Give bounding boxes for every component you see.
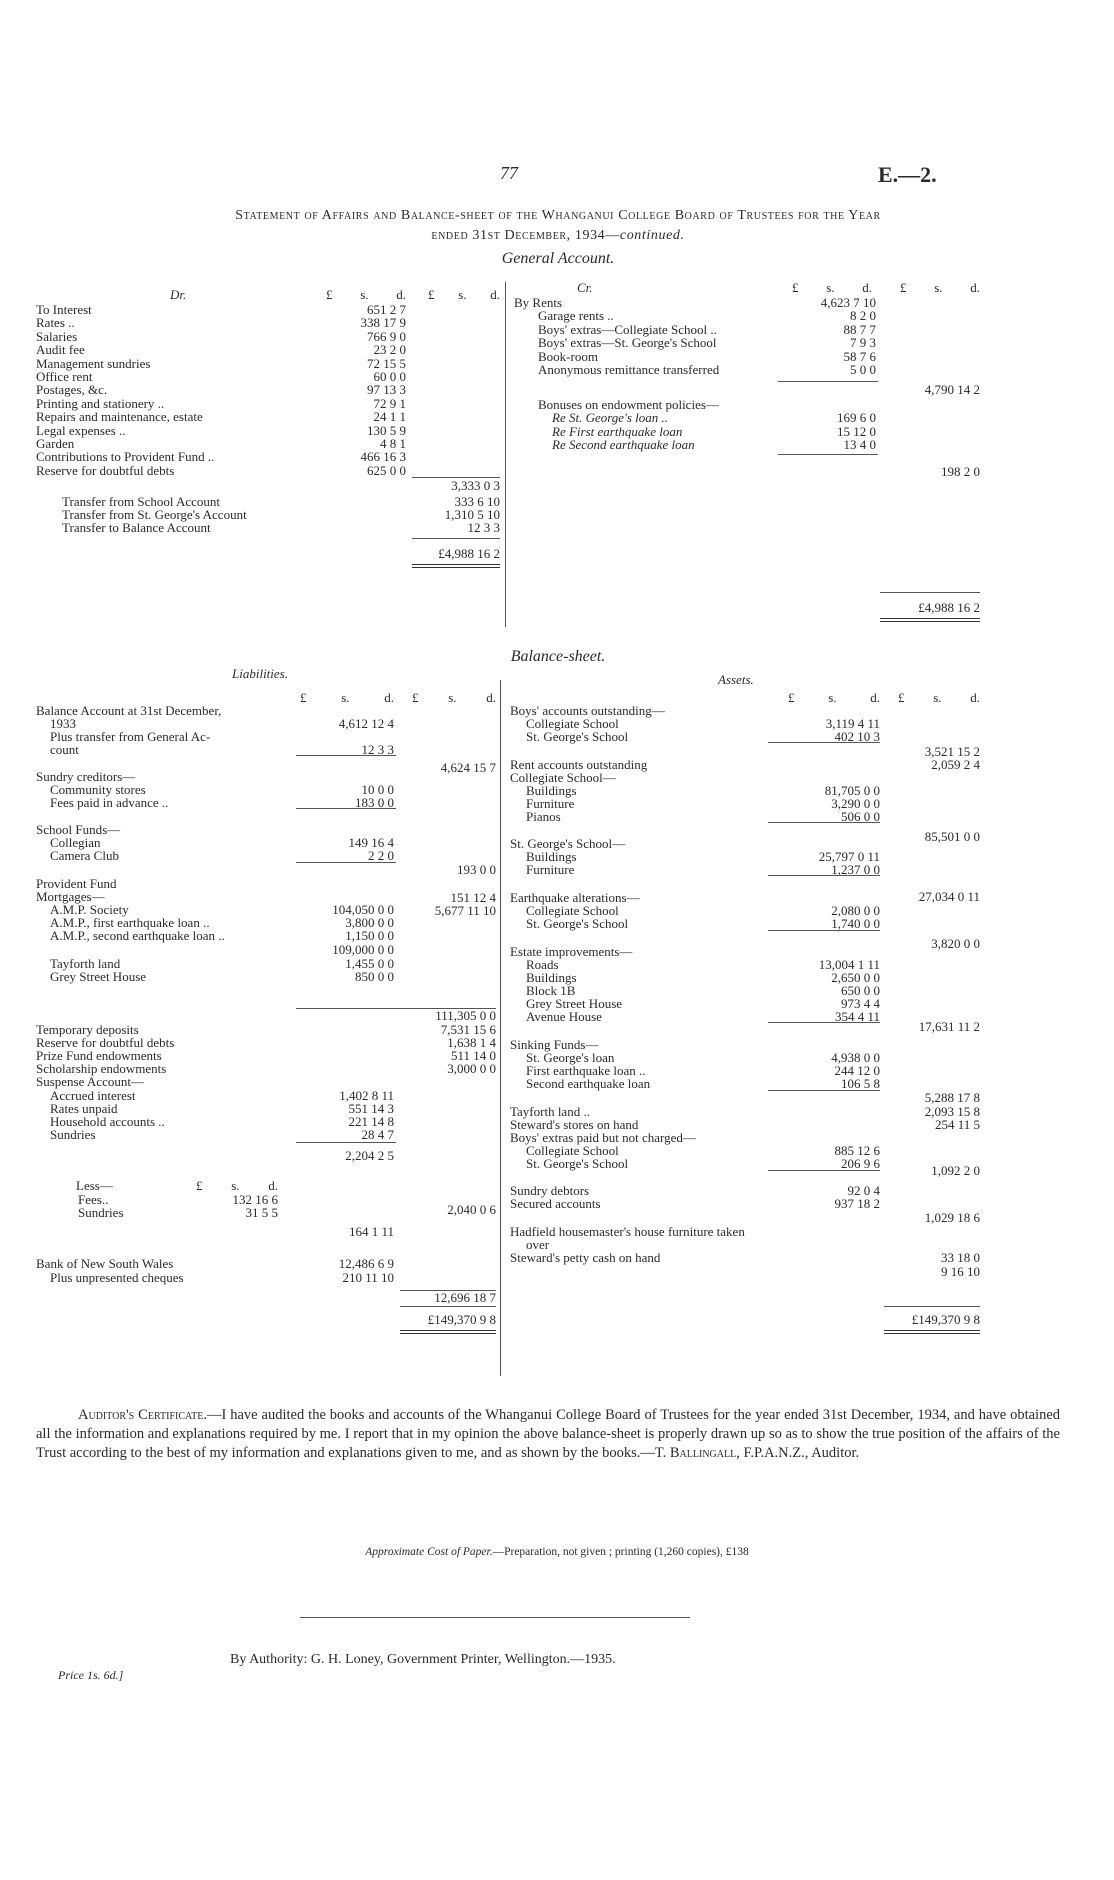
currency-unit: £ bbox=[900, 280, 907, 295]
liability-amount: 210 11 10 bbox=[342, 1270, 394, 1285]
asset-label: Steward's petty cash on hand bbox=[510, 1250, 661, 1265]
asset-amount: 885 12 6 bbox=[834, 1143, 880, 1158]
rule bbox=[768, 822, 880, 823]
dr-row-amount: 766 9 0 bbox=[367, 328, 406, 344]
cr-bonus-amount: 13 4 0 bbox=[843, 437, 876, 452]
rule bbox=[880, 592, 980, 593]
auditor-lead: Auditor's Certificate. bbox=[78, 1407, 207, 1423]
double-rule bbox=[412, 564, 500, 568]
cr-row-label: Boys' extras—Collegiate School .. bbox=[538, 321, 717, 337]
title-line-2 bbox=[36, 228, 1080, 244]
asset-label: Sinking Funds— bbox=[510, 1037, 599, 1052]
dr-total: £4,988 16 2 bbox=[438, 545, 500, 561]
liability-outer-amount: 511 14 0 bbox=[450, 1048, 496, 1063]
price: Price 1s. 6d.] bbox=[58, 1668, 124, 1682]
rule bbox=[400, 1306, 496, 1307]
dr-row-amount: 24 1 1 bbox=[373, 409, 406, 425]
dr-row-label: Contributions to Provident Fund .. bbox=[36, 449, 215, 465]
dr-row-amount: 23 2 0 bbox=[373, 342, 406, 358]
asset-label: Roads bbox=[526, 957, 559, 972]
currency-unit: s. bbox=[934, 280, 943, 295]
currency-unit: d. bbox=[486, 690, 496, 705]
asset-label: Buildings bbox=[526, 970, 577, 985]
cr-row-label: Book-room bbox=[538, 348, 598, 364]
liability-outer-amount: 111,305 0 0 bbox=[435, 1008, 496, 1023]
dr-row-label: Reserve for doubtful debts bbox=[36, 462, 175, 478]
asset-outer-amount: 5,288 17 8 bbox=[924, 1090, 980, 1105]
rule bbox=[768, 742, 880, 743]
suspense-subtotal: 2,204 2 5 bbox=[345, 1148, 394, 1163]
dr-row-label: Printing and stationery .. bbox=[36, 395, 165, 411]
liability-amount: 12 3 3 bbox=[361, 742, 394, 757]
liability-amount: 221 14 8 bbox=[348, 1114, 394, 1129]
cr-bonus-amount: 169 6 0 bbox=[837, 410, 876, 426]
dr-row-amount: 625 0 0 bbox=[367, 462, 406, 478]
asset-label: Hadfield housemaster's house furniture taken bbox=[510, 1224, 745, 1239]
general-divider bbox=[505, 282, 506, 627]
title-line-2-main: ended 31st December, 1934— bbox=[431, 228, 620, 243]
assets-total: £149,370 9 8 bbox=[911, 1312, 980, 1327]
cr-row-amount: 5 0 0 bbox=[850, 362, 876, 377]
asset-amount: 1,740 0 0 bbox=[831, 916, 880, 931]
asset-label: St. George's loan bbox=[526, 1050, 615, 1065]
rule bbox=[768, 1022, 880, 1023]
asset-amount: 25,797 0 11 bbox=[818, 849, 880, 864]
liabilities-outer-currency-header bbox=[412, 690, 496, 706]
asset-label: First earthquake loan .. bbox=[526, 1063, 646, 1078]
less-label-row: Sundries bbox=[78, 1205, 124, 1220]
asset-amount: 206 9 6 bbox=[841, 1156, 880, 1171]
double-rule bbox=[884, 1330, 980, 1334]
dr-transfer-amount: 12 3 3 bbox=[467, 520, 500, 536]
liability-amount: 3,800 0 0 bbox=[345, 915, 394, 930]
dr-transfer-amount: 333 6 10 bbox=[454, 493, 500, 509]
dr-row-label: Repairs and maintenance, estate bbox=[36, 409, 203, 425]
dr-row-label: Salaries bbox=[36, 328, 78, 344]
cr-bonus-amount: 15 12 0 bbox=[837, 423, 876, 439]
asset-outer-amount: 254 11 5 bbox=[934, 1117, 980, 1132]
asset-amount: 2,080 0 0 bbox=[831, 903, 880, 918]
rule bbox=[412, 538, 500, 539]
liability-label: Plus unpresented cheques bbox=[50, 1270, 184, 1285]
liability-amount: 1,150 0 0 bbox=[345, 928, 394, 943]
auditor-certificate bbox=[36, 1406, 1060, 1463]
cr-currency-header bbox=[792, 280, 872, 296]
dr-row-amount: 60 0 0 bbox=[373, 369, 406, 384]
dr-row-label: Legal expenses .. bbox=[36, 422, 126, 438]
cr-bonuses-total: 198 2 0 bbox=[941, 464, 980, 480]
liability-outer-amount: 2,040 0 6 bbox=[447, 1202, 496, 1217]
liability-amount: 1,402 8 11 bbox=[339, 1088, 394, 1103]
cr-rents-total: 4,790 14 2 bbox=[924, 382, 980, 398]
liability-amount: 4,612 12 4 bbox=[338, 716, 394, 731]
asset-label: Furniture bbox=[526, 862, 575, 877]
liability-amount: 12,486 6 9 bbox=[338, 1256, 394, 1271]
currency-unit: d. bbox=[870, 690, 880, 705]
less-label-row: Fees.. bbox=[78, 1192, 109, 1207]
assets-outer-currency-header bbox=[898, 690, 980, 706]
asset-label: Second earthquake loan bbox=[526, 1076, 651, 1091]
asset-amount: 81,705 0 0 bbox=[824, 783, 880, 798]
double-rule bbox=[400, 1330, 496, 1334]
currency-unit: d. bbox=[268, 1178, 278, 1193]
liability-label: Community stores bbox=[50, 782, 146, 797]
asset-outer-amount: 9 16 10 bbox=[941, 1264, 980, 1279]
liability-label: Sundries bbox=[50, 1127, 96, 1142]
asset-label: Collegiate School— bbox=[510, 770, 616, 785]
cr-bonus-label: Re Second earthquake loan bbox=[552, 437, 695, 452]
asset-label: Collegiate School bbox=[526, 903, 619, 918]
cr-row-amount: 8 2 0 bbox=[850, 308, 876, 324]
asset-outer-amount: 3,521 15 2 bbox=[924, 744, 980, 759]
liability-label: A.M.P. Society bbox=[50, 902, 129, 917]
currency-unit: d. bbox=[490, 287, 500, 302]
dr-row-amount: 130 5 9 bbox=[367, 422, 406, 438]
cost-label: Approximate Cost of Paper. bbox=[365, 1546, 493, 1558]
liability-label: Plus transfer from General Ac- bbox=[50, 729, 211, 744]
liability-label: Collegian bbox=[50, 835, 101, 850]
rule bbox=[296, 808, 396, 809]
asset-outer-amount: 3,820 0 0 bbox=[931, 936, 980, 951]
asset-label: St. George's School bbox=[526, 729, 629, 744]
currency-unit: d. bbox=[396, 287, 406, 302]
asset-label: Furniture bbox=[526, 796, 575, 811]
rule bbox=[296, 755, 396, 756]
cr-row-label: Anonymous remittance transferred bbox=[538, 362, 720, 377]
asset-label: St. George's School bbox=[526, 1156, 629, 1171]
asset-label: Secured accounts bbox=[510, 1196, 601, 1211]
rule bbox=[778, 381, 878, 382]
asset-label: Buildings bbox=[526, 783, 577, 798]
asset-amount: 244 12 0 bbox=[834, 1063, 880, 1078]
general-account-heading: General Account. bbox=[501, 250, 615, 267]
cr-row-label: By Rents bbox=[514, 295, 563, 310]
rule bbox=[768, 1170, 880, 1171]
asset-amount: 402 10 3 bbox=[834, 729, 880, 744]
dr-outer-currency-header bbox=[428, 287, 500, 303]
liability-outer-amount: 7,531 15 6 bbox=[440, 1022, 496, 1037]
dr-row-amount: 4 8 1 bbox=[380, 436, 406, 451]
asset-label: St. George's School— bbox=[510, 836, 626, 851]
less-amount: 31 5 5 bbox=[245, 1205, 278, 1220]
cr-row-amount: 7 9 3 bbox=[850, 335, 876, 351]
asset-label: Collegiate School bbox=[526, 1143, 619, 1158]
liability-amount: 2 2 0 bbox=[368, 848, 394, 863]
mortgage-subtotal: 109,000 0 0 bbox=[332, 942, 394, 957]
liabilities-label: Liabilities. bbox=[232, 666, 288, 681]
liability-amount: 28 4 7 bbox=[361, 1127, 394, 1142]
rule bbox=[768, 875, 880, 876]
cr-outer-currency-header bbox=[900, 280, 980, 296]
rule bbox=[296, 862, 396, 863]
rule bbox=[296, 1142, 396, 1143]
liability-label: Sundry creditors— bbox=[36, 769, 136, 784]
currency-unit: £ bbox=[196, 1178, 203, 1193]
liability-label: Household accounts .. bbox=[50, 1114, 165, 1129]
title-continued: continued. bbox=[619, 228, 685, 243]
liability-amount: 104,050 0 0 bbox=[332, 902, 394, 917]
asset-outer-amount: 85,501 0 0 bbox=[924, 829, 980, 844]
asset-outer-amount: 2,093 15 8 bbox=[924, 1104, 980, 1119]
asset-label: over bbox=[526, 1237, 550, 1252]
currency-unit: £ bbox=[326, 287, 333, 302]
currency-unit: s. bbox=[448, 690, 457, 705]
liability-outer-amount: 151 12 4 bbox=[450, 890, 496, 905]
dr-row-label: Rates .. bbox=[36, 315, 75, 331]
asset-label: Boys' extras paid but not charged— bbox=[510, 1130, 696, 1145]
rule bbox=[768, 1090, 880, 1091]
rule bbox=[768, 930, 880, 931]
auditor-suffix: , F.P.A.N.Z., Auditor. bbox=[736, 1445, 860, 1461]
assets-currency-header bbox=[788, 690, 880, 706]
asset-outer-amount: 33 18 0 bbox=[941, 1250, 980, 1265]
liability-label: Temporary deposits bbox=[36, 1022, 139, 1037]
asset-amount: 506 0 0 bbox=[841, 809, 880, 824]
liability-label: Grey Street House bbox=[50, 969, 147, 984]
asset-amount: 13,004 1 11 bbox=[818, 957, 880, 972]
dr-row-label: Audit fee bbox=[36, 342, 85, 358]
dr-row-label: Garden bbox=[36, 436, 75, 451]
currency-unit: s. bbox=[828, 690, 837, 705]
less-label: Less— bbox=[76, 1178, 113, 1193]
asset-label: Estate improvements— bbox=[510, 944, 633, 959]
dr-row-label: To Interest bbox=[36, 302, 92, 317]
currency-unit: £ bbox=[898, 690, 905, 705]
cr-row-label: Boys' extras—St. George's School bbox=[538, 335, 717, 351]
liability-label: Tayforth land bbox=[50, 956, 121, 971]
asset-outer-amount: 1,029 18 6 bbox=[924, 1210, 980, 1225]
asset-label: Boys' accounts outstanding— bbox=[510, 703, 665, 718]
liability-label: A.M.P., first earthquake loan .. bbox=[50, 915, 210, 930]
asset-amount: 650 0 0 bbox=[841, 983, 880, 998]
asset-amount: 973 4 4 bbox=[841, 996, 880, 1011]
page-number: 77 bbox=[500, 163, 518, 183]
liability-outer-amount: 1,638 1 4 bbox=[447, 1035, 496, 1050]
asset-label: Collegiate School bbox=[526, 716, 619, 731]
liability-label: Reserve for doubtful debts bbox=[36, 1035, 175, 1050]
authority-line: By Authority: G. H. Loney, Government Printer, Wellington.—1935. bbox=[230, 1652, 616, 1667]
cr-bonus-label: Re First earthquake loan bbox=[552, 423, 683, 439]
currency-unit: £ bbox=[792, 280, 799, 295]
liabilities-currency-header bbox=[300, 690, 394, 706]
liability-label: Suspense Account— bbox=[36, 1074, 144, 1089]
cr-total: £4,988 16 2 bbox=[918, 600, 980, 615]
currency-unit: d. bbox=[970, 280, 980, 295]
currency-unit: £ bbox=[428, 287, 435, 302]
currency-unit: d. bbox=[970, 690, 980, 705]
dr-row-amount: 72 15 5 bbox=[367, 355, 406, 371]
currency-unit: s. bbox=[360, 287, 369, 302]
asset-amount: 3,290 0 0 bbox=[831, 796, 880, 811]
balance-divider bbox=[500, 680, 501, 1376]
asset-label: Sundry debtors bbox=[510, 1183, 590, 1198]
rule bbox=[400, 1290, 496, 1291]
dr-subtotal: 3,333 0 3 bbox=[451, 478, 500, 494]
dr-row-amount: 651 2 7 bbox=[367, 302, 406, 317]
assets-label: Assets. bbox=[718, 672, 754, 687]
asset-label: Block 1B bbox=[526, 983, 576, 998]
asset-amount: 937 18 2 bbox=[834, 1196, 880, 1211]
liability-label: Scholarship endowments bbox=[36, 1061, 167, 1076]
currency-unit: d. bbox=[862, 280, 872, 295]
liability-amount: 850 0 0 bbox=[355, 969, 394, 984]
liability-label: Bank of New South Wales bbox=[36, 1256, 174, 1271]
cr-row-amount: 4,623 7 10 bbox=[820, 295, 876, 310]
dr-row-amount: 72 9 1 bbox=[373, 395, 406, 411]
liability-outer-amount: 3,000 0 0 bbox=[447, 1061, 496, 1076]
cr-row-amount: 58 7 6 bbox=[843, 348, 876, 364]
dr-row-amount: 97 13 3 bbox=[367, 382, 406, 398]
asset-outer-amount: 2,059 2 4 bbox=[931, 757, 980, 772]
asset-amount: 92 0 4 bbox=[847, 1183, 880, 1198]
currency-unit: £ bbox=[300, 690, 307, 705]
liability-label: Rates unpaid bbox=[50, 1101, 118, 1116]
dr-row-amount: 338 17 9 bbox=[360, 315, 406, 331]
asset-outer-amount: 27,034 0 11 bbox=[918, 889, 980, 904]
auditor-name: T. Ballingall bbox=[654, 1445, 737, 1461]
liability-outer-amount: 193 0 0 bbox=[457, 862, 496, 877]
asset-label: St. George's School bbox=[526, 916, 629, 931]
cr-row-label: Garage rents .. bbox=[538, 308, 614, 324]
liabilities-total: £149,370 9 8 bbox=[427, 1312, 496, 1327]
cr-bonus-label: Re St. George's loan .. bbox=[552, 410, 669, 426]
currency-unit: d. bbox=[384, 690, 394, 705]
liability-amount: 149 16 4 bbox=[348, 835, 394, 850]
liability-label: 1933 bbox=[50, 716, 76, 731]
cr-row-amount: 88 7 7 bbox=[843, 321, 876, 337]
cost-text: —Preparation, not given ; printing (1,260 copies), £138 bbox=[492, 1546, 749, 1558]
dr-row-label: Office rent bbox=[36, 369, 93, 384]
rule bbox=[884, 1306, 980, 1307]
liability-label: count bbox=[50, 742, 79, 757]
liability-label: Balance Account at 31st December, bbox=[36, 703, 222, 718]
dr-row-label: Postages, &c. bbox=[36, 382, 108, 398]
title-line-1: Statement of Affairs and Balance-sheet of the Whanganui College Board of Trustees for the Year bbox=[235, 208, 881, 223]
currency-unit: s. bbox=[341, 690, 350, 705]
dr-transfer-label: Transfer from School Account bbox=[62, 493, 221, 509]
asset-label: Earthquake alterations— bbox=[510, 890, 640, 905]
liability-label: Mortgages— bbox=[36, 889, 105, 904]
liability-label: Camera Club bbox=[50, 848, 119, 863]
asset-outer-amount: 1,092 2 0 bbox=[931, 1163, 980, 1178]
rule bbox=[778, 454, 878, 455]
dr-transfer-label: Transfer from St. George's Account bbox=[62, 507, 247, 522]
liability-outer-amount: 5,677 11 10 bbox=[434, 903, 496, 918]
dr-transfer-amount: 1,310 5 10 bbox=[444, 507, 500, 522]
liability-amount: 1,455 0 0 bbox=[345, 956, 394, 971]
dr-label: Dr. bbox=[170, 287, 187, 302]
liability-amount: 551 14 3 bbox=[348, 1101, 394, 1116]
asset-label: Buildings bbox=[526, 849, 577, 864]
double-rule bbox=[880, 618, 980, 622]
currency-unit: s. bbox=[458, 287, 467, 302]
cost-note bbox=[0, 1546, 1114, 1558]
currency-unit: s. bbox=[933, 690, 942, 705]
asset-label: Tayforth land .. bbox=[510, 1104, 590, 1119]
currency-unit: s. bbox=[231, 1178, 240, 1193]
document-reference: E.—2. bbox=[878, 162, 937, 187]
liability-label: Provident Fund bbox=[36, 876, 117, 891]
rule bbox=[300, 1617, 690, 1618]
balance-sheet-heading: Balance-sheet. bbox=[510, 648, 606, 665]
asset-amount: 354 4 11 bbox=[834, 1009, 880, 1024]
liability-label: School Funds— bbox=[36, 822, 121, 837]
liability-label: Fees paid in advance .. bbox=[50, 795, 169, 810]
currency-unit: £ bbox=[788, 690, 795, 705]
asset-label: Grey Street House bbox=[526, 996, 623, 1011]
asset-amount: 106 5 8 bbox=[841, 1076, 880, 1091]
less-amount: 132 16 6 bbox=[232, 1192, 278, 1207]
asset-label: Steward's stores on hand bbox=[510, 1117, 639, 1132]
asset-amount: 3,119 4 11 bbox=[825, 716, 880, 731]
liability-amount: 183 0 0 bbox=[355, 795, 394, 810]
asset-amount: 4,938 0 0 bbox=[831, 1050, 880, 1065]
auditor-text: —I have audited the books and accounts of the Whanganui College Board of Trustees for the year ended 31st December, 1934, and have obtained all the information and explanations required by me. I report that in my opinion the above balance-sheet is properly drawn up so as to show the true position of the affairs of the Trust according to the best of my information and explanations given to me, and as shown by the books.— bbox=[36, 1407, 1061, 1461]
liability-label: Prize Fund endowments bbox=[36, 1048, 162, 1063]
dr-row-label: Management sundries bbox=[36, 355, 151, 371]
currency-unit: £ bbox=[412, 690, 419, 705]
dr-transfer-label: Transfer to Balance Account bbox=[62, 520, 211, 536]
liability-outer-amount: 4,624 15 7 bbox=[440, 760, 496, 775]
asset-label: Rent accounts outstanding bbox=[510, 757, 648, 772]
asset-label: Pianos bbox=[526, 809, 561, 824]
cr-label: Cr. bbox=[577, 280, 593, 295]
currency-unit: s. bbox=[826, 280, 835, 295]
asset-amount: 2,650 0 0 bbox=[831, 970, 880, 985]
dr-row-amount: 466 16 3 bbox=[360, 449, 406, 465]
liability-label: Accrued interest bbox=[50, 1088, 136, 1103]
cr-bonuses-heading: Bonuses on endowment policies— bbox=[538, 396, 719, 412]
less-total: 164 1 11 bbox=[348, 1224, 394, 1239]
asset-label: Avenue House bbox=[526, 1009, 602, 1024]
liability-outer-amount: 12,696 18 7 bbox=[434, 1290, 496, 1305]
asset-amount: 1,237 0 0 bbox=[831, 862, 880, 877]
liability-amount: 10 0 0 bbox=[361, 782, 394, 797]
dr-currency-header bbox=[326, 287, 406, 303]
asset-outer-amount: 17,631 11 2 bbox=[918, 1019, 980, 1034]
liability-label: A.M.P., second earthquake loan .. bbox=[50, 928, 225, 943]
